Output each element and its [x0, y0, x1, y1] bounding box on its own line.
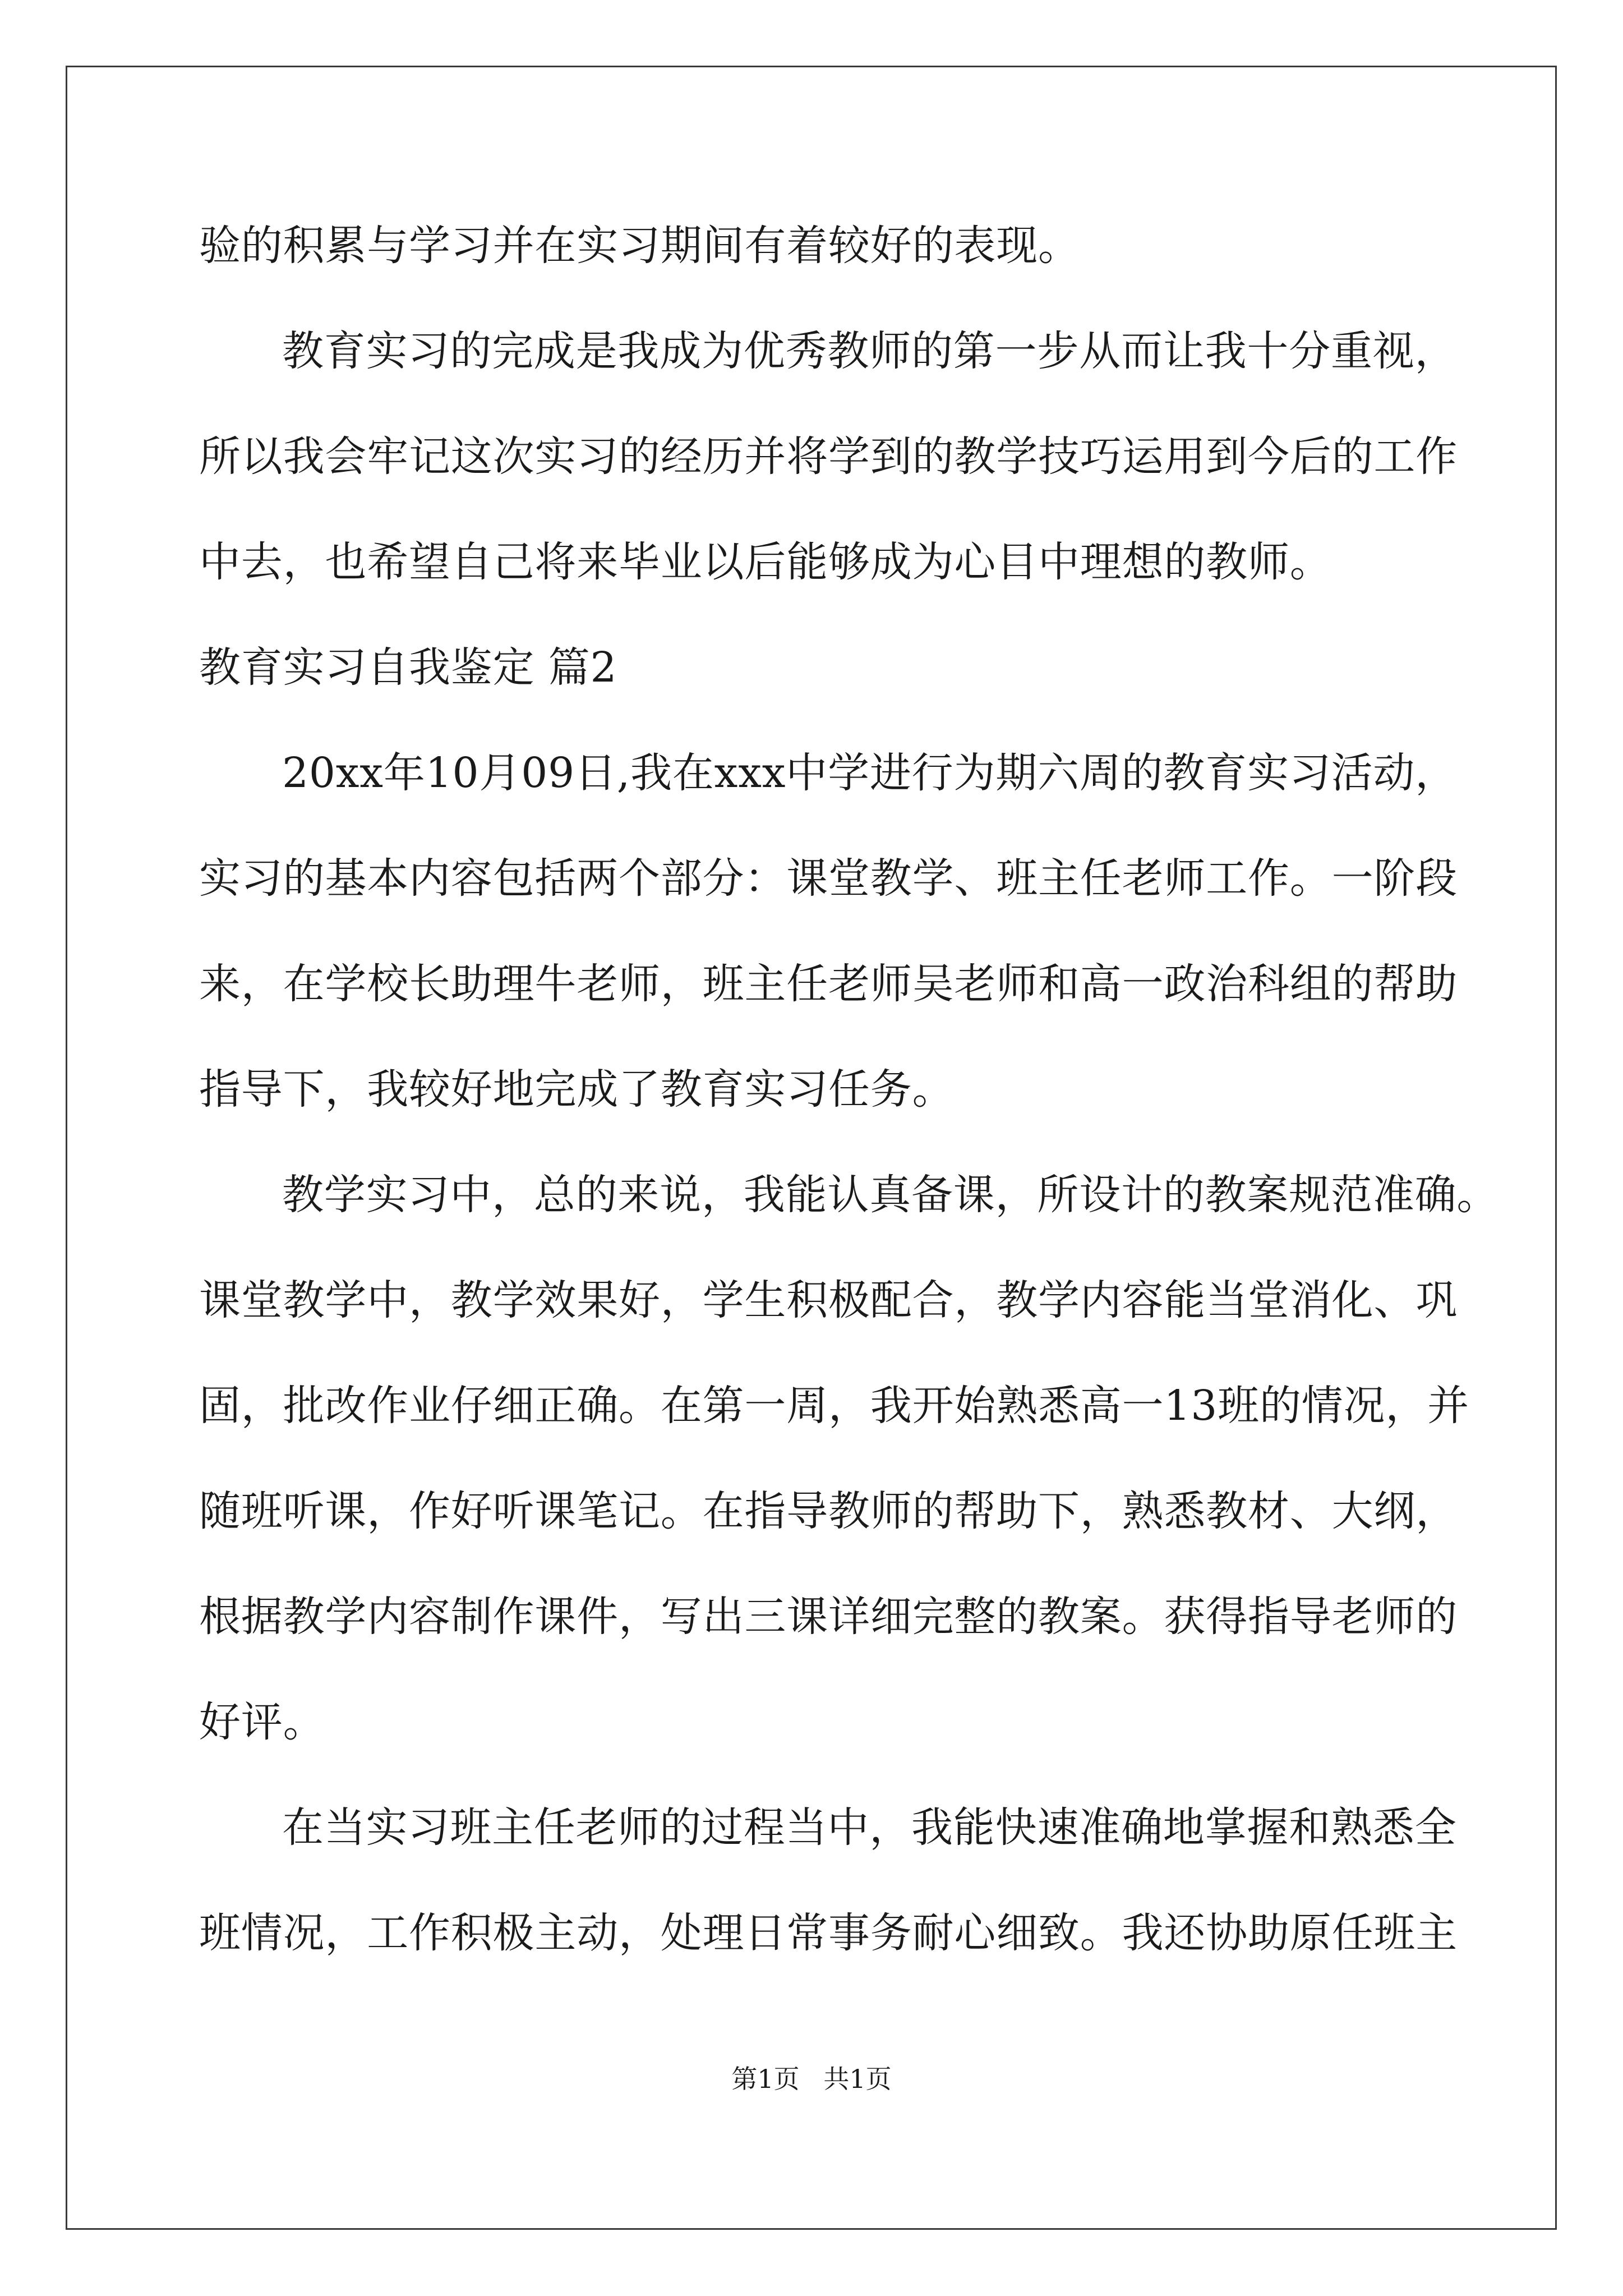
- page-footer: [0, 2062, 1623, 2096]
- page-number-total: 共1页: [823, 2064, 892, 2094]
- paragraph-line: 来，在学校长助理牛老师，班主任老师吴老师和高一政治科组的帮助: [199, 960, 1458, 1008]
- paragraph-line: 根据教学内容制作课件，写出三课详细完整的教案。获得指导老师的: [199, 1593, 1458, 1641]
- page-number-current: 第1页: [731, 2064, 800, 2094]
- paragraph-line: 好评。: [199, 1698, 325, 1746]
- paragraph-line: 随班听课，作好听课笔记。在指导教师的帮助下，熟悉教材、大纲，: [199, 1487, 1458, 1535]
- document-body: [199, 219, 1499, 2012]
- section-heading: 教育实习自我鉴定 篇2: [199, 643, 617, 692]
- paragraph-line: 班情况，工作积极主动，处理日常事务耐心细致。我还协助原任班主: [199, 1909, 1458, 1957]
- paragraph-line: 所以我会牢记这次实习的经历并将学到的教学技巧运用到今后的工作: [199, 432, 1458, 481]
- paragraph-line: 指导下，我较好地完成了教育实习任务。: [199, 1065, 955, 1114]
- paragraph-line: 教学实习中，总的来说，我能认真备课，所设计的教案规范准确。: [282, 1171, 1499, 1219]
- paragraph-line: 固，批改作业仔细正确。在第一周，我开始熟悉高一13班的情况，并: [199, 1382, 1469, 1430]
- paragraph-line: 20xx年10月09日,我在xxx中学进行为期六周的教育实习活动，: [282, 749, 1458, 797]
- paragraph-line: 验的积累与学习并在实习期间有着较好的表现。: [199, 222, 1080, 270]
- paragraph-line: 中去，也希望自己将来毕业以后能够成为心目中理想的教师。: [199, 538, 1332, 586]
- paragraph-line: 教育实习的完成是我成为优秀教师的第一步从而让我十分重视，: [282, 327, 1457, 375]
- paragraph-line: 实习的基本内容包括两个部分：课堂教学、班主任老师工作。一阶段: [199, 854, 1458, 903]
- paragraph-line: 在当实习班主任老师的过程当中，我能快速准确地掌握和熟悉全: [282, 1803, 1457, 1852]
- paragraph-line: 课堂教学中，教学效果好，学生积极配合，教学内容能当堂消化、巩: [199, 1276, 1458, 1324]
